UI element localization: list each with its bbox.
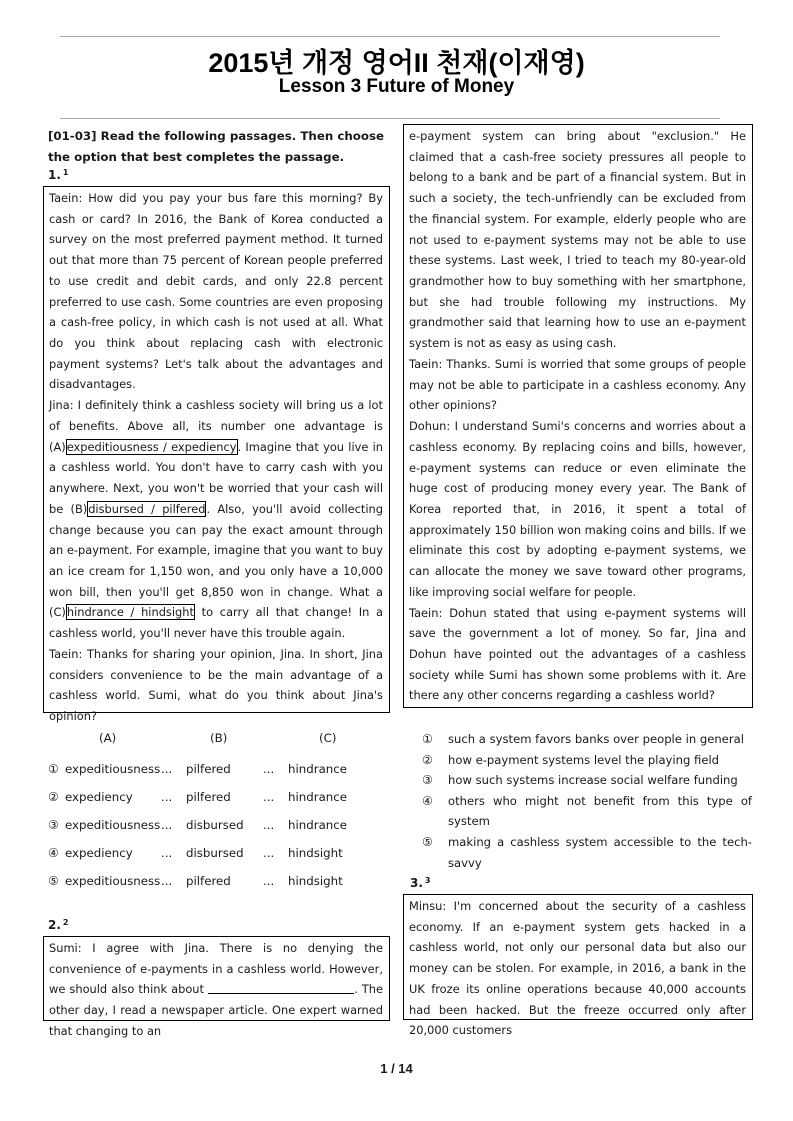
footnote-ref: 3 <box>424 876 431 885</box>
header-rule <box>60 118 720 119</box>
answer-option-1[interactable]: ① such a system favors banks over people in general <box>422 732 744 746</box>
lesson-subtitle: Lesson 3 Future of Money <box>278 76 515 97</box>
question-3-passage <box>403 894 753 1038</box>
passage-paragraph: Taein: How did you pay your bus fare this morning? By cash or card? In 2016, the Bank of Korea conducted a survey on the most preferred payment method. It turned out that more than 75 percent of Korean people preferred to use credit and debit cards, and only 22.8 percent preferred to use cash. Some countries are even proposing a cash-free policy, in which cash is not used at all. What do you think about replacing cash with electronic payment systems? Let's talk about the advantages and disadvantages. <box>49 191 383 392</box>
passage-paragraph: Taein: Thanks for sharing your opinion, Jina. In short, Jina considers convenience to be the main advantage of a cashless world. Sumi, what do you think about Jina's opinion? <box>49 646 383 723</box>
document-title: 2015년 개정 영어II 천재(이재영) <box>208 48 585 78</box>
blank-b-box: disbursed / pilfered <box>88 501 206 516</box>
page-indicator: 1 / 14 <box>380 1061 413 1076</box>
choice-option-3[interactable]: ③ expeditiousness ... disbursed ... hindrance <box>48 818 348 832</box>
question-2-options <box>422 729 752 873</box>
question-1-choices <box>48 731 388 901</box>
column-header-c: (C) <box>319 731 337 745</box>
passage-paragraph: Minsu: I'm concerned about the security of a cashless economy. If an e-payment system gets hacked in a cashless world, not only our personal data but also our money can be stolen. For example, in 2016, a bank in the UK froze its online operations because 40,000 accounts had been hacked. But the freeze occurred only after 20,000 customers <box>409 899 746 1038</box>
passage-paragraph: Taein: Dohun stated that using e-payment systems will save the government a lot of money. So far, Jina and Dohun have pointed out the advantages of a cashless society while Sumi has shown some problems with it. Are there any other concerns regarding a cashless world? <box>409 605 746 703</box>
question-3-number: 3. $^3$ <box>410 876 431 890</box>
choice-option-1[interactable]: ① expeditiousness ... pilfered ... hindrance <box>48 762 348 776</box>
passage-paragraph: Dohun: I understand Sumi's concerns and worries about a cashless economy. By replacing coins and bills, however, e-payment systems can reduce or even eliminate the huge cost of producing money every year. The Bank of Korea reported that, in 2016, it spent a total of approximately 150 billion won making coins and bills. If we eliminate this cost by adopting e-payment systems, we can allocate the money we save toward other programs, like improving social welfare for people. <box>409 419 747 599</box>
answer-option-3[interactable]: ③ how such systems increase social welfare funding <box>422 773 738 788</box>
instructions: [01-03] Read the following passages. Then choose the option that best completes the passage. <box>48 129 384 164</box>
choice-option-2[interactable]: ② expediency ... pilfered ... hindrance <box>48 790 348 804</box>
passage-paragraph: e-payment system can bring about "exclusion." He claimed that a cash-free society pressures all people to belong to a bank and be part of a financial system. But in such a society, the tech-unfriendly can be excluded from the financial system. For example, elderly people who are not used to e-payment systems may not be able to use these systems. Last week, I tried to teach my 80-year-old grandmother how to buy something with her smartphone, but she had trouble following my instructions. My grandmother said that learning how to use an e-payment system is not as easy as using cash. <box>409 129 746 351</box>
column-header-b: (B) <box>210 731 228 745</box>
question-2-passage-continued <box>403 124 753 708</box>
question-1-passage <box>43 186 390 723</box>
footnote-ref: 1 <box>62 168 69 177</box>
choice-option-4[interactable]: ④ expediency ... disbursed ... hindsight <box>48 846 343 860</box>
answer-option-2[interactable]: ② how e-payment systems level the playing field <box>422 752 720 767</box>
blank-c-box: hindrance / hindsight <box>66 605 194 620</box>
answer-option-4[interactable]: ④ others who might not benefit from this type of system <box>422 793 752 829</box>
question-1-number: 1. $^1$ <box>48 168 69 182</box>
top-rule <box>60 36 720 37</box>
choice-option-5[interactable]: ⑤ expeditiousness ... pilfered ... hindsight <box>48 874 343 888</box>
passage-paragraph: Jina: I definitely think a cashless society will bring us a lot of benefits. Above all, its number one advantage is (A)expeditiousness / expediency. Imagine that you live in a cashless world. You don't have to carry cash with you anywhere. Next, you won't be worried that your cash will be (B)disbursed / pilfered. Also, you'll avoid collecting change because you can pay the exact amount through an e-payment. For example, imagine that you want to buy an ice cream for 1,150 won, and you only have a 10,000 won bill, then you'll get 8,850 won in change. What a (C)hindrance / hindsight to carry all that change! In a cashless world, you'll never have this trouble again. <box>49 398 384 641</box>
question-2-passage-start <box>43 936 390 1038</box>
passage-paragraph: Sumi: I agree with Jina. There is no denying the convenience of e-payments in a cashless world. However, we should also think about . The other day, I read a newspaper article. One expert warned that changing to an <box>49 941 383 1038</box>
question-2-number: 2. $^2$ <box>48 918 69 932</box>
footnote-ref: 2 <box>62 918 69 927</box>
passage-paragraph: Taein: Thanks. Sumi is worried that some groups of people may not be able to participate in a cashless economy. Any other opinions? <box>409 356 746 413</box>
answer-blank <box>208 981 354 994</box>
answer-option-5[interactable]: ⑤ making a cashless system accessible to the tech-savvy <box>422 834 752 870</box>
column-header-a: (A) <box>99 731 117 745</box>
blank-a-box: expeditiousness / expediency <box>66 439 237 454</box>
